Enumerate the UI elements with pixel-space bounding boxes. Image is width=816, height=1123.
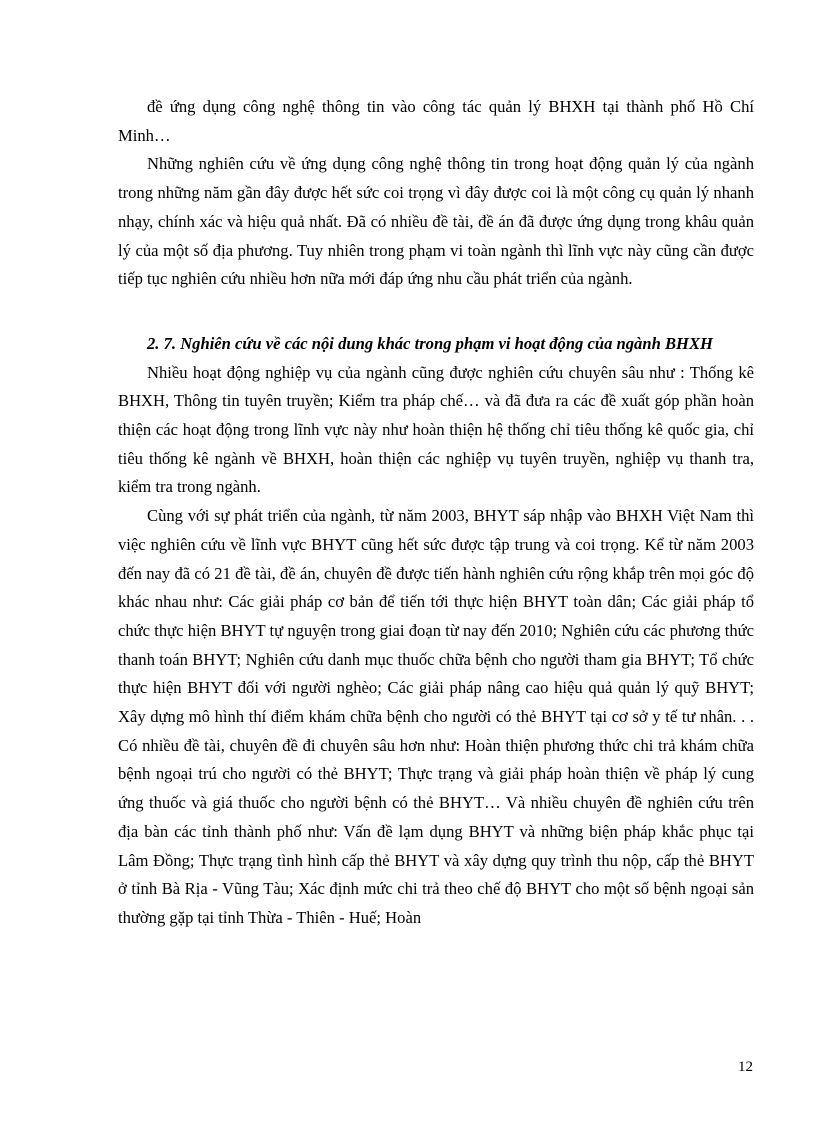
paragraph-continuation: đề ứng dụng công nghệ thông tin vào công tác quản lý BHXH tại thành phố Hồ Chí Minh… — [118, 97, 754, 145]
section-heading: 2. 7. Nghiên cứu về các nội dung khác trong phạm vi hoạt động của ngành BHXH — [147, 333, 713, 353]
page-number: 12 — [738, 1059, 753, 1075]
paragraph-it-research: Những nghiên cứu về ứng dụng công nghệ thông tin trong hoạt động quản lý của ngành trong những năm gần đây được hết sức coi trọng vì đây được coi là một công cụ quản lý nhanh nhạy, chính xác và hiệu quả nhất. Đã có nhiều đề tài, đề án đã được ứng dụng trong khâu quản lý của một số địa phương. Tuy nhiên trong phạm vi toàn ngành thì lĩnh vực này cũng cần được tiếp tục nghiên cứu nhiều hơn nữa mới đáp ứng nhu cầu phát triển của ngành. — [118, 154, 754, 289]
document-page — [118, 93, 754, 933]
paragraph-other-activities: Nhiều hoạt động nghiệp vụ của ngành cũng được nghiên cứu chuyên sâu như : Thống kê BHXH, Thông tin tuyên truyền; Kiểm tra pháp chế… và đã đưa ra các đề xuất góp phần hoàn thiện các hoạt động trong lĩnh vực này như hoàn thiện hệ thống chỉ tiêu thống kê quốc gia, chỉ tiêu thống kê ngành về BHXH, hoàn thiện các nghiệp vụ tuyên truyền, nghiệp vụ thanh tra, kiểm tra trong ngành. — [118, 362, 754, 497]
paragraph-bhyt-research: Cùng với sự phát triển của ngành, từ năm 2003, BHYT sáp nhập vào BHXH Việt Nam thì việc nghiên cứu về lĩnh vực BHYT cũng hết sức được tập trung và coi trọng. Kể từ năm 2003 đến nay đã có 21 đề tài, đề án, chuyên đề được tiến hành nghiên cứu rộng khắp trên mọi góc độ khác nhau như: Các giải pháp cơ bản để tiến tới thực hiện BHYT toàn dân; Các giải pháp tổ chức thực hiện BHYT tự nguyện trong giai đoạn từ nay đến 2010; Nghiên cứu các phương thức thanh toán BHYT; Nghiên cứu danh mục thuốc chữa bệnh cho người tham gia BHYT; Tổ chức thực hiện BHYT đối với người nghèo; Các giải pháp nâng cao hiệu quả quản lý quỹ BHYT; Xây dựng mô hình thí điểm khám chữa bệnh cho người có thẻ BHYT tại cơ sở y tế tư nhân. . . Có nhiều đề tài, chuyên đề đi chuyên sâu hơn như: Hoàn thiện phương thức chi trả khám chữa bệnh ngoại trú cho người có thẻ BHYT; Thực trạng và giải pháp hoàn thiện về pháp lý cung ứng thuốc và giá thuốc cho người bệnh có thẻ BHYT… Và nhiều chuyên đề nghiên cứu trên địa bàn các tỉnh thành phố như: Vấn đề lạm dụng BHYT và những biện pháp khắc phục tại Lâm Đồng; Thực trạng tình hình cấp thẻ BHYT và xây dựng quy trình thu nộp, cấp thẻ BHYT ở tỉnh Bà Rịa - Vũng Tàu; Xác định mức chi trả theo chế độ BHYT cho một số bệnh ngoại sản thường gặp tại tỉnh Thừa - Thiên - Huế; Hoàn — [118, 506, 754, 927]
